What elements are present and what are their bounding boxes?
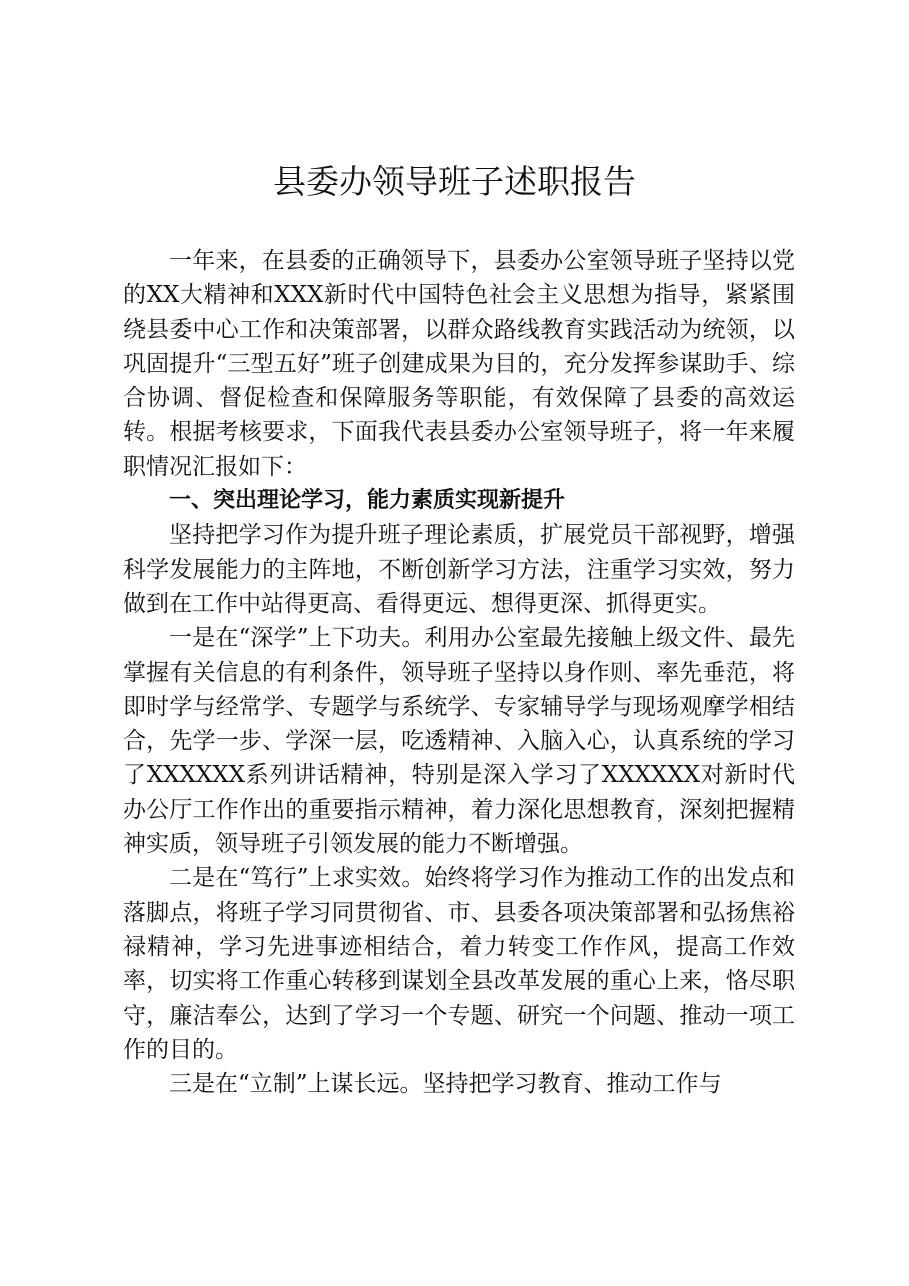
section-heading-1: 一、突出理论学习，能力素质实现新提升	[169, 488, 566, 514]
document-body	[123, 244, 795, 1101]
paragraph-point-1: 一是在“深学”上下功夫。利用办公室最先接触上级文件、最先掌握有关信息的有利条件，领导班子坚持以身作则、率先垂范，将即时学与经常学、专题学与系统学、专家辅导学与现场观摩学相结合，先学一步、学深一层，吃透精神、入脑入心，认真系统的学习了XXXXXX系列讲话精神，特别是深入学习了XXXXXX对新时代办公厅工作作出的重要指示精神，着力深化思想教育，深刻把握精神实质，领导班子引领发展的能力不断增强。	[123, 625, 795, 858]
paragraph-point-2: 二是在“笃行”上求实效。始终将学习作为推动工作的出发点和落脚点，将班子学习同贯彻省、市、县委各项决策部署和弘扬焦裕禄精神，学习先进事迹相结合，着力转变工作作风，提高工作效率，切实将工作重心转移到谋划全县改革发展的重心上来，恪尽职守，廉洁奉公，达到了学习一个专题、研究一个问题、推动一项工作的目的。	[123, 865, 795, 1063]
document-title: 县委办领导班子述职报告	[273, 162, 636, 201]
paragraph-section-1-summary: 坚持把学习作为提升班子理论素质，扩展党员干部视野，增强科学发展能力的主阵地，不断创新学习方法，注重学习实效，努力做到在工作中站得更高、看得更远、想得更深、抓得更实。	[123, 522, 795, 617]
paragraph-point-3: 三是在“立制”上谋长远。坚持把学习教育、推动工作与	[169, 1071, 722, 1098]
paragraph-intro: 一年来，在县委的正确领导下，县委办公室领导班子坚持以党的XX大精神和XXX新时代中国特色社会主义思想为指导，紧紧围绕县委中心工作和决策部署，以群众路线教育实践活动为统领，以巩固提升“三型五好”班子创建成果为目的，充分发挥参谋助手、综合协调、督促检查和保障服务等职能，有效保障了县委的高效运转。根据考核要求，下面我代表县委办公室领导班子，将一年来履职情况汇报如下：	[123, 248, 795, 480]
